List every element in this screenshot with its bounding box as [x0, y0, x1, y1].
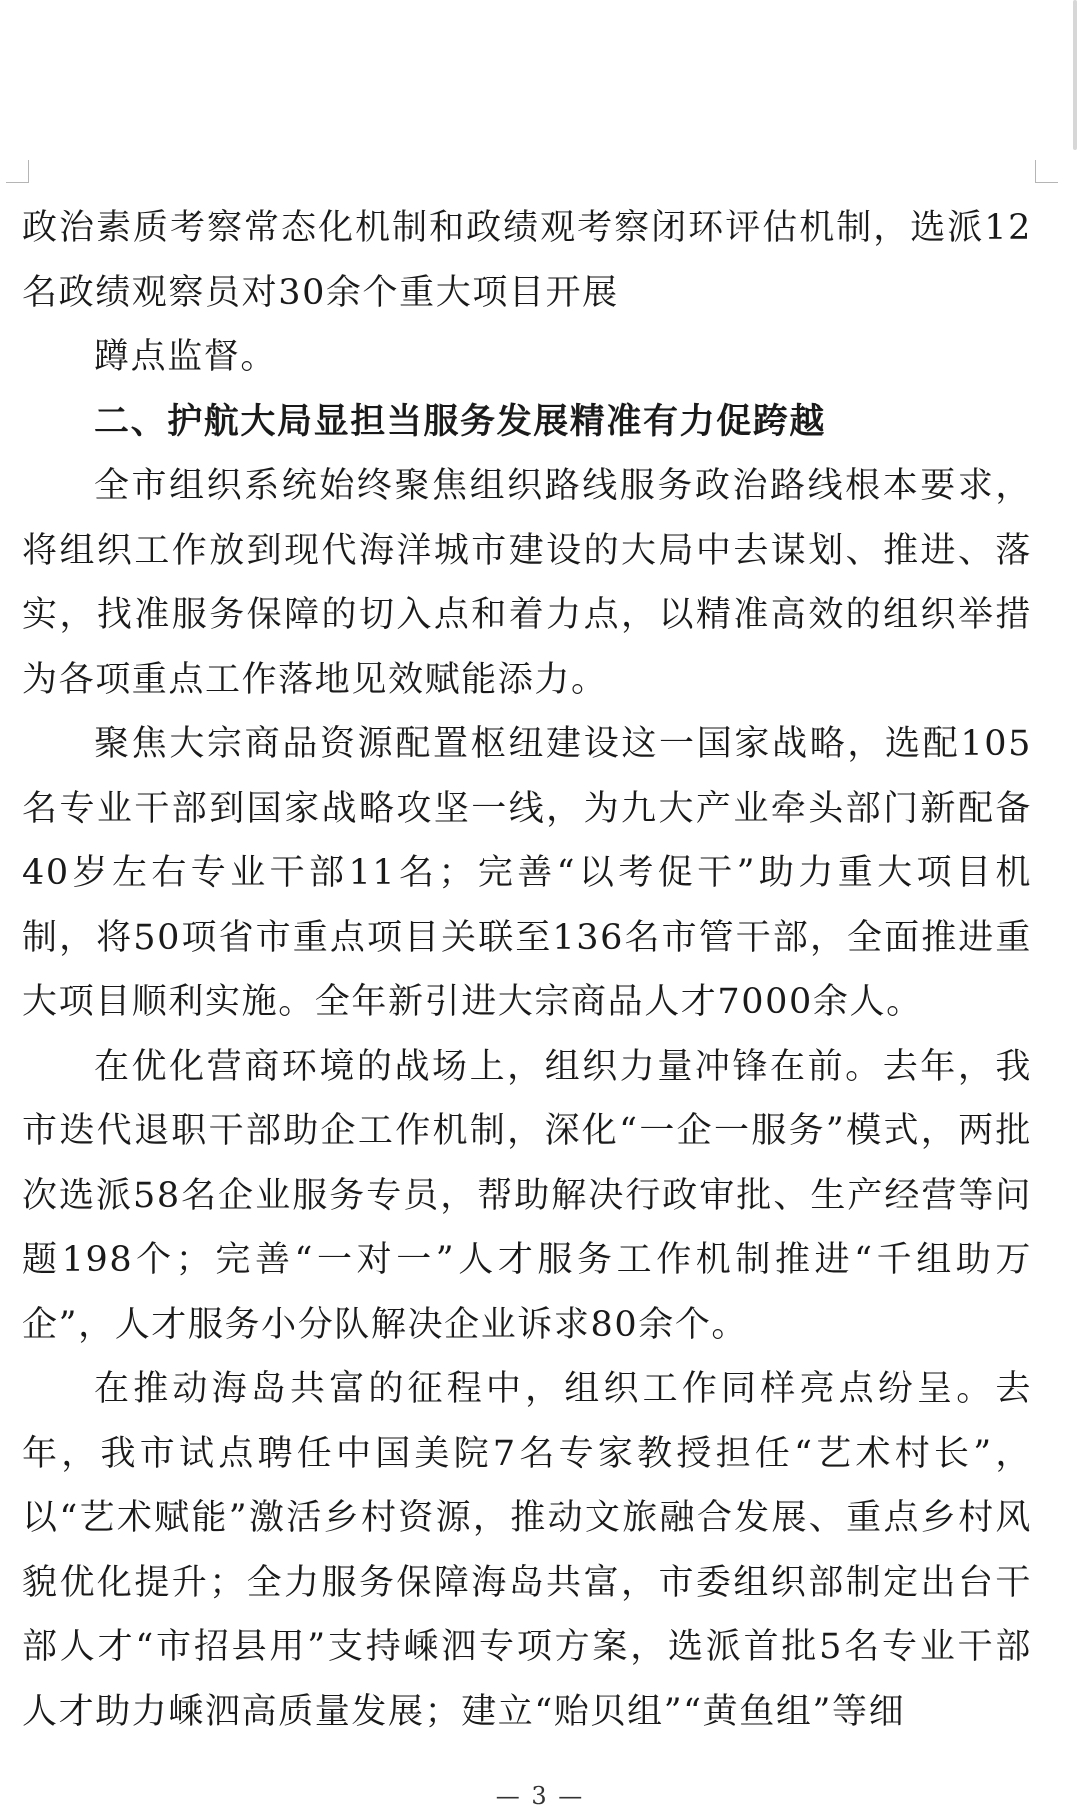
scrollbar[interactable] [1073, 0, 1077, 150]
paragraph: 在推动海岛共富的征程中，组织工作同样亮点纷呈。去年，我市试点聘任中国美院7名专家教授担任“艺术村长”，以“艺术赋能”激活乡村资源，推动文旅融合发展、重点乡村风貌优化提升；全力服务保障海岛共富，市委组织部制定出台干部人才“市招县用”支持嵊泗专项方案，选派首批5名专业干部人才助力嵊泗高质量发展；建立“贻贝组”“黄鱼组”等细 [22, 1369, 1032, 1732]
paragraph-continuation: 政治素质考察常态化机制和政绩观考察闭环评估机制，选派12名政绩观察员对30余个重大项目开展 [22, 208, 1032, 313]
paragraph: 聚焦大宗商品资源配置枢纽建设这一国家战略，选配105名专业干部到国家战略攻坚一线，为九大产业牵头部门新配备40岁左右专业干部11名；完善“以考促干”助力重大项目机制，将50项省市重点项目关联至136名市管干部，全面推进重大项目顺利实施。全年新引进大宗商品人才7000余人。 [22, 724, 1032, 1022]
paragraph: 全市组织系统始终聚焦组织路线服务政治路线根本要求，将组织工作放到现代海洋城市建设的大局中去谋划、推进、落实，找准服务保障的切入点和着力点，以精准高效的组织举措为各项重点工作落地见效赋能添力。 [22, 466, 1032, 700]
page-number: — 3 — [495, 1782, 585, 1810]
paragraph: 在优化营商环境的战场上，组织力量冲锋在前。去年，我市迭代退职干部助企工作机制，深化“一企一服务”模式，两批次选派58名企业服务专员，帮助解决行政审批、生产经营等问题198个；完善“一对一”人才服务工作机制推进“千组助万企”，人才服务小分队解决企业诉求80余个。 [22, 1046, 1032, 1345]
paragraph-continuation-end: 蹲点监督。 [94, 337, 278, 377]
crop-mark-top-left [6, 160, 29, 183]
document-body [22, 196, 1032, 1744]
crop-mark-top-right [1035, 160, 1058, 183]
section-heading: 二、护航大局显担当服务发展精准有力促跨越 [94, 400, 827, 442]
